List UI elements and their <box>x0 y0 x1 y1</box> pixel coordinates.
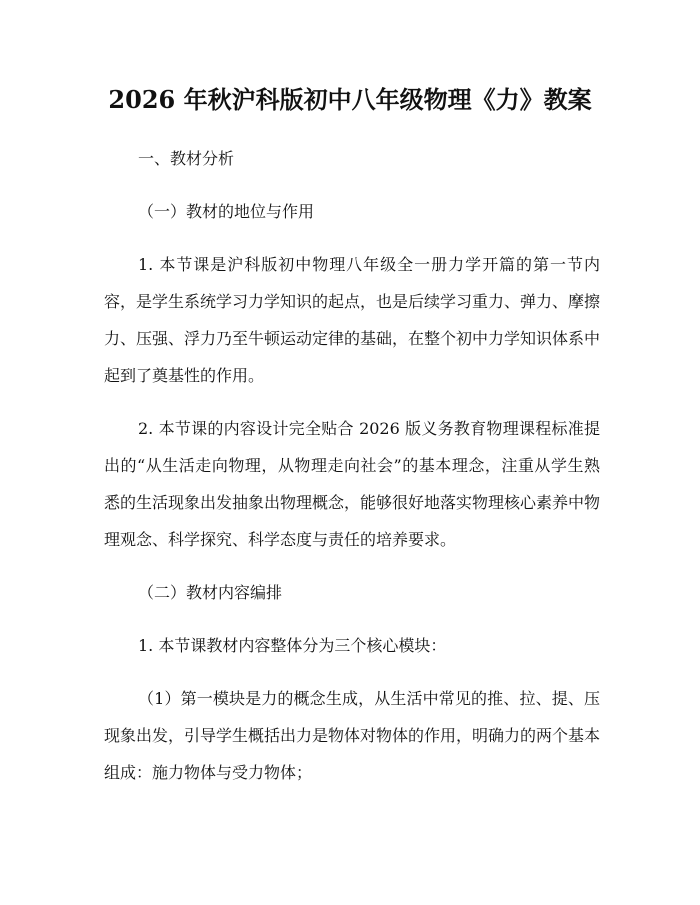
paragraph-1: 1. 本节课是沪科版初中物理八年级全一册力学开篇的第一节内容，是学生系统学习力学知识的起点，也是后续学习重力、弹力、摩擦力、压强、浮力乃至牛顿运动定律的基础，在整个初中力学知识体系中起到了奠基性的作用。 <box>104 255 601 385</box>
paragraph-3: 1. 本节课教材内容整体分为三个核心模块： <box>138 636 447 655</box>
subsection-heading-1: （一）教材的地位与作用 <box>138 202 315 221</box>
paragraph-4: （1）第一模块是力的概念生成，从生活中常见的推、拉、提、压现象出发，引导学生概括出力是物体对物体的作用，明确力的两个基本组成：施力物体与受力物体； <box>104 689 601 782</box>
paragraph-2: 2. 本节课的内容设计完全贴合 2026 版义务教育物理课程标准提出的“从生活走向物理，从物理走向社会”的基本理念，注重从学生熟悉的生活现象出发抽象出物理概念，能够很好地落实物理核心素养中物理观念、科学探究、科学态度与责任的培养要求。 <box>104 419 601 549</box>
document-title: 2026 年秋沪科版初中八年级物理《力》教案 <box>108 85 592 114</box>
section-heading-1: 一、教材分析 <box>138 149 235 168</box>
subsection-heading-2: （二）教材内容编排 <box>138 583 283 602</box>
document-body <box>104 140 600 807</box>
